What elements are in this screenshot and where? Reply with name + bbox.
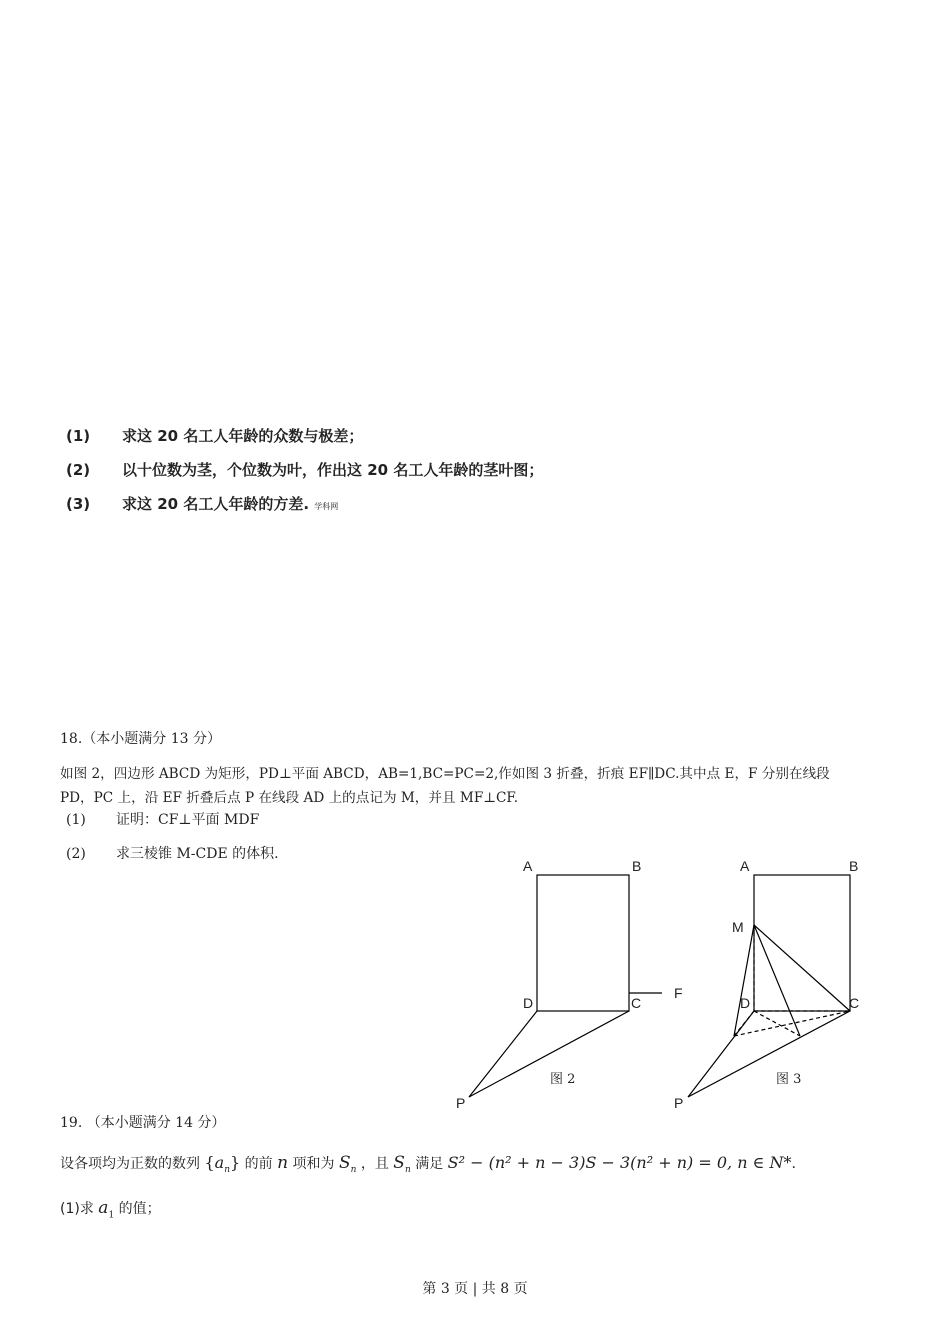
fig3-label-b: B (849, 858, 859, 874)
q19-part-1 (60, 1198, 161, 1225)
fig2-label-c: C (631, 995, 642, 1011)
q19-header: 19. （本小题满分 14 分） (60, 1115, 226, 1131)
fig2-label-d: D (523, 995, 534, 1011)
part-number: (3) (66, 495, 91, 513)
figure-2-drawing (469, 875, 662, 1097)
fig2-label-a: A (523, 858, 533, 874)
part-number: (2) (66, 461, 91, 479)
var-sn: $S_n$ (393, 1153, 411, 1175)
part-text: 求这 20 名工人年龄的方差. (122, 495, 310, 513)
sequence-symbol: $\{a_n\}$ (204, 1153, 241, 1176)
fig3-label-c: C (849, 995, 860, 1011)
q19-stem (60, 1153, 796, 1180)
stem-text: 满足 (415, 1156, 444, 1172)
fig3-label-p: P (674, 1095, 684, 1111)
segment-dp (469, 1011, 537, 1097)
stem-text: 项和为 (292, 1156, 335, 1172)
condition-equation: S² − (n² + n − 3)S − 3(n² + n) = 0, n ∈ N* (447, 1153, 792, 1172)
page-footer: 第 3 页 | 共 8 页 (422, 1281, 528, 1297)
part-number: (2) (66, 846, 86, 862)
part-text: 证明：CF⊥平面 MDF (116, 812, 260, 828)
segment-cp (469, 1011, 629, 1097)
q18-header: 18.（本小题满分 13 分） (60, 731, 221, 747)
part-text: 求这 20 名工人年龄的众数与极差； (122, 427, 364, 445)
segment-mf (754, 925, 800, 1036)
fig3-label-d: D (740, 995, 751, 1011)
rectangle-abcd (537, 875, 629, 1011)
part-number: (1) (66, 427, 91, 445)
segment-cp (688, 1011, 850, 1097)
equation-end: . (791, 1156, 796, 1172)
segment-mc (754, 925, 850, 1011)
fig3-label-m: M (732, 919, 744, 935)
q18-stem-line-1: 如图 2，四边形 ABCD 为矩形，PD⊥平面 ABCD，AB=1,BC=PC=2,作如图 3 折叠，折痕 EF∥DC.其中点 E，F 分别在线段 (60, 766, 830, 782)
fig2-label-f: F (674, 985, 683, 1001)
segment-df (754, 1011, 800, 1036)
var-a1: $a_1$ (98, 1198, 115, 1221)
var-n: n (277, 1153, 289, 1173)
var-sn: $S_n$ (338, 1153, 357, 1175)
source-tag: 学科网 (314, 502, 339, 511)
q18-stem-line-2: PD，PC 上，沿 EF 折叠后点 P 在线段 AD 上的点记为 M，并且 MF⊥CF. (60, 790, 519, 806)
figure-3-drawing (688, 875, 850, 1097)
segment-me (734, 925, 754, 1036)
rectangle-abcd-folded (754, 875, 850, 1011)
fig2-caption: 图 2 (550, 1072, 576, 1087)
stem-text: 的前 (244, 1156, 273, 1172)
fig2-label-p: P (456, 1095, 466, 1111)
part-text: 求三棱锥 M-CDE 的体积. (116, 846, 279, 862)
part-prefix: (1)求 (60, 1201, 94, 1217)
fig3-label-a: A (740, 858, 750, 874)
stem-text: ，且 (360, 1156, 389, 1172)
fig3-caption: 图 3 (776, 1072, 802, 1087)
part-number: (1) (66, 812, 86, 828)
stem-text: 设各项均为正数的数列 (60, 1156, 200, 1172)
part-text: 以十位数为茎，个位数为叶，作出这 20 名工人年龄的茎叶图； (122, 461, 544, 479)
part-suffix: 的值； (118, 1201, 161, 1217)
fig2-label-b: B (632, 858, 642, 874)
